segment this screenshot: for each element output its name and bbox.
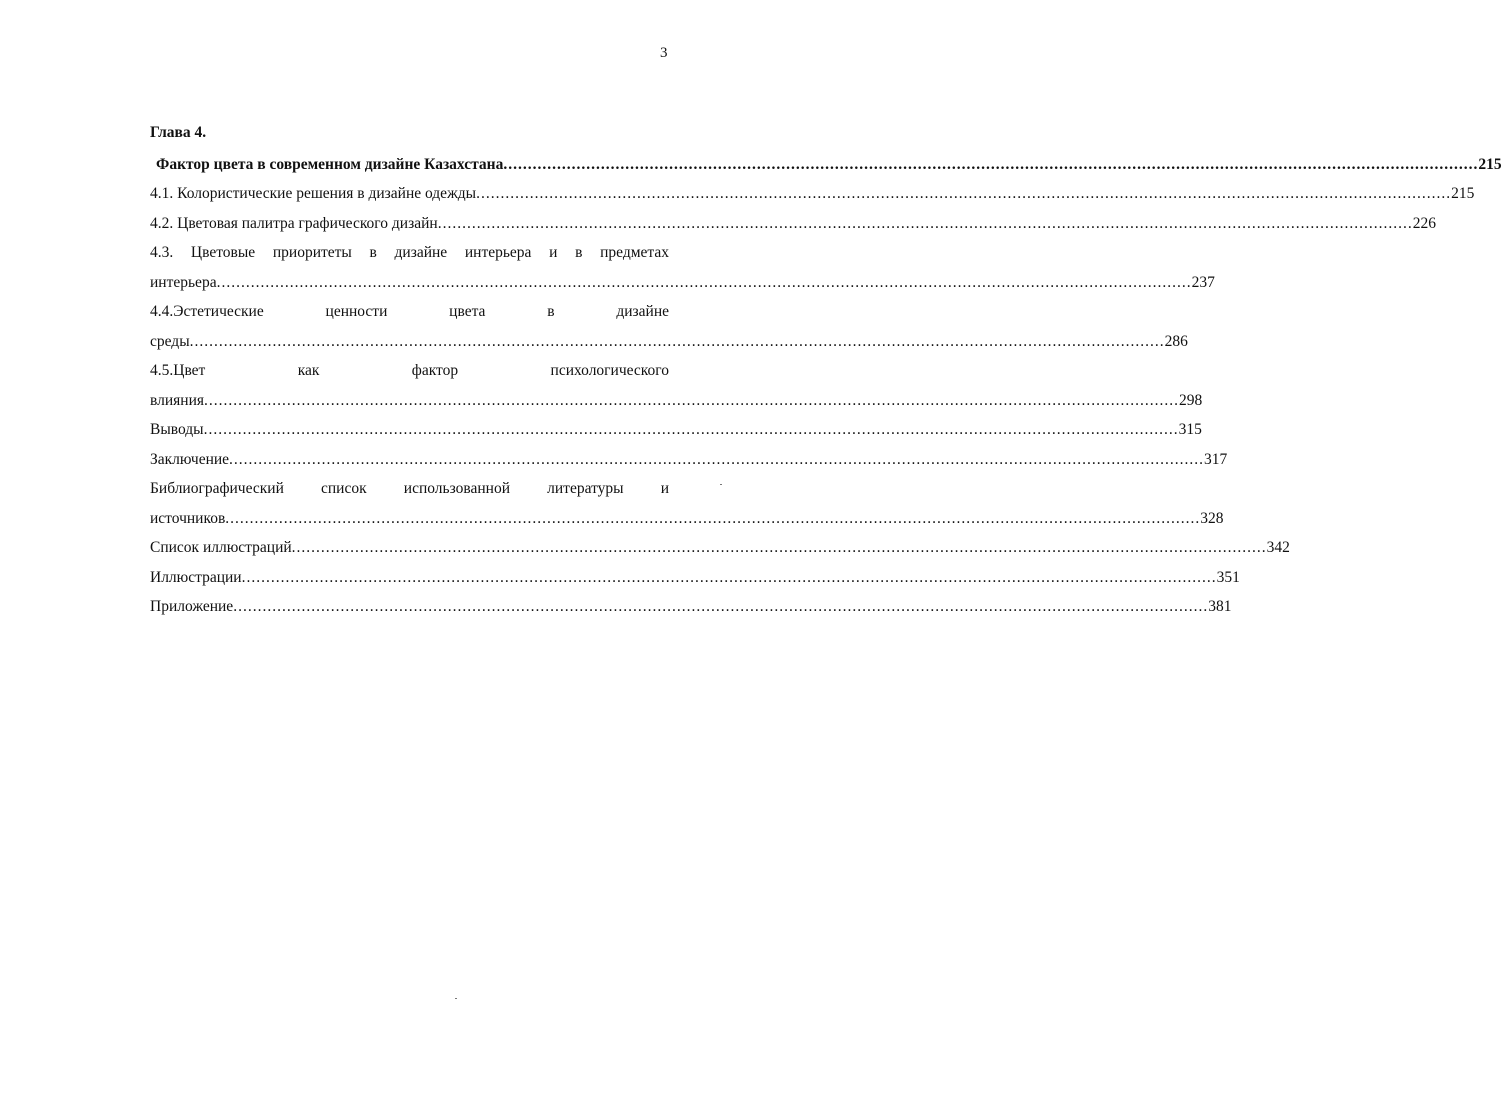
toc-entry-text: 4.1. Колористические решения в дизайне одежды [150,185,477,202]
dot-leader: ........................................................................................................................................................................................................ [204,391,1179,409]
toc-entry-page: 286 [1164,332,1188,350]
dot-leader: ........................................................................................................................................................................................................ [233,598,1209,615]
toc-entry [150,209,1436,239]
toc-entry [150,563,1240,593]
toc-entry [150,445,1228,475]
toc-entry-page: 317 [1204,450,1228,468]
dot-leader: ........................................................................................................................................................................................................ [229,450,1205,468]
toc-entry [150,533,1290,563]
toc-entry-text: Фактор цвета в современном дизайне Казахстана [156,155,504,173]
toc-entry [150,592,1232,622]
chapter-label: Глава 4. [150,124,207,141]
toc-entry-text: интерьера [150,273,217,291]
dot-leader: ........................................................................................................................................................................................................ [203,421,1179,438]
table-of-contents [150,118,1502,622]
dot-leader: ........................................................................................................................................................................................................ [291,539,1267,556]
toc-entry-page: 328 [1200,509,1224,527]
toc-entry-line: 4.4.Эстетические ценности цвета в дизайне [150,303,669,320]
toc-entry [150,504,1224,534]
scan-speck [720,484,722,485]
toc-entry-text: Иллюстрации [150,568,242,586]
dot-leader: ........................................................................................................................................................................................................ [189,332,1165,350]
toc-entry [150,327,1188,357]
toc-entry [150,179,1475,209]
toc-entry [150,268,1215,298]
toc-entry-page: 342 [1266,539,1290,556]
toc-entry-line: Библиографический список использованной литературы и [150,480,669,497]
toc-entry [150,415,1202,445]
dot-leader: ........................................................................................................................................................................................................ [476,185,1452,202]
toc-entry-text: влияния [150,391,204,409]
scan-speck [455,998,457,999]
toc-entry-text: источников [150,509,226,527]
toc-entry-page: 381 [1208,598,1232,615]
toc-entry-text: Выводы [150,421,204,438]
dot-leader: ........................................................................................................................................................................................................ [437,214,1413,232]
toc-entry-page: 298 [1179,391,1203,409]
toc-entry [150,386,1203,416]
toc-entry-page: 215 [1451,185,1475,202]
dot-leader: ........................................................................................................................................................................................................ [241,568,1217,586]
toc-entry-chapter-title [150,150,1502,180]
toc-entry-line: 4.5.Цвет как фактор психологического [150,362,669,379]
toc-entry-line: 4.3. Цветовые приоритеты в дизайне интерьера и в предметах [150,244,669,261]
toc-entry-page: 215 [1478,155,1502,173]
toc-entry-text: среды [150,332,190,350]
toc-entry-page: 351 [1216,568,1240,586]
dot-leader: ........................................................................................................................................................................................................ [503,155,1479,173]
toc-entry-text: Заключение [150,450,230,468]
toc-entry-text: 4.2. Цветовая палитра графического дизайн [150,214,438,232]
toc-entry-page: 315 [1178,421,1202,438]
toc-entry-text: Список иллюстраций [150,539,292,556]
dot-leader: ........................................................................................................................................................................................................ [225,509,1201,527]
toc-entry-page: 226 [1412,214,1436,232]
dot-leader: ........................................................................................................................................................................................................ [216,273,1192,291]
toc-entry-page: 237 [1191,273,1215,291]
toc-entry-text: Приложение [150,598,234,615]
page-number: 3 [660,45,668,61]
